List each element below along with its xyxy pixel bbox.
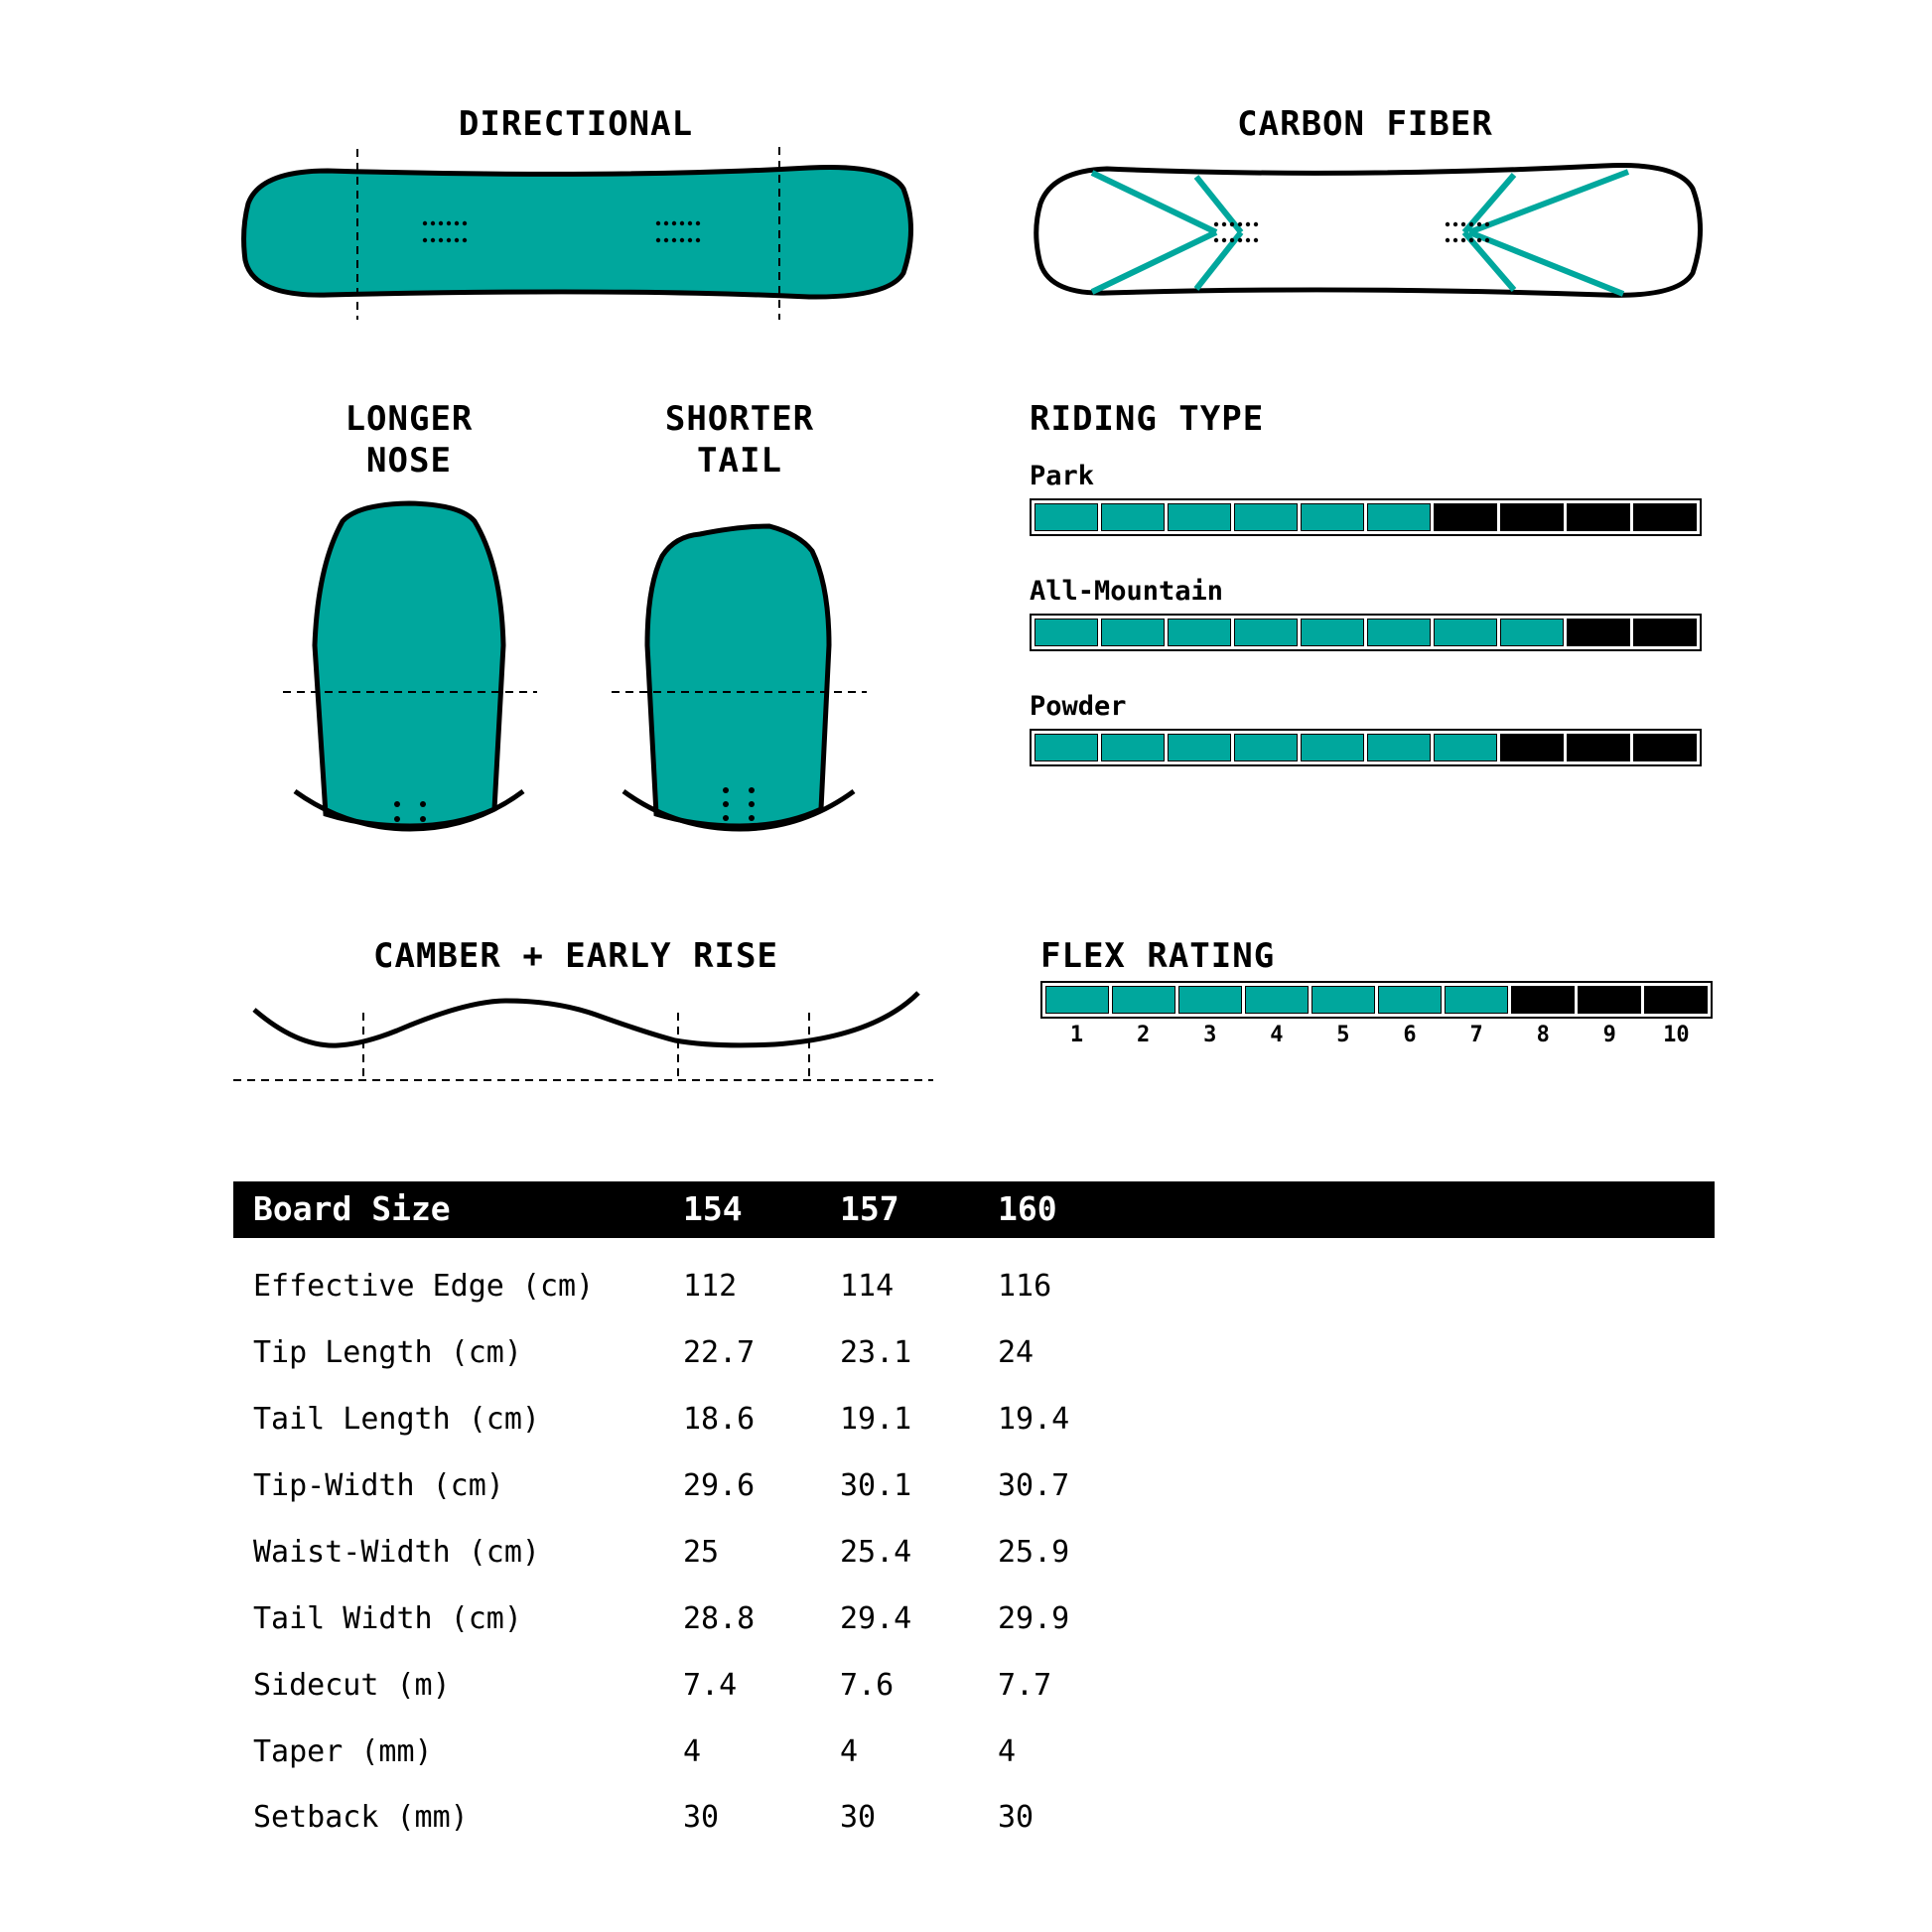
row-value: 30 xyxy=(840,1800,877,1835)
row-value: 4 xyxy=(683,1734,702,1769)
rating-segment-filled xyxy=(1101,734,1165,761)
row-value: 7.7 xyxy=(998,1668,1052,1703)
header-size-160: 160 xyxy=(998,1189,1057,1228)
rating-segment-empty xyxy=(1434,503,1497,531)
riding-type-title: RIDING TYPE xyxy=(1030,399,1265,439)
row-label: Tail Length (cm) xyxy=(253,1402,540,1437)
camber-profile-icon xyxy=(233,993,933,1080)
rating-segment-filled xyxy=(1378,986,1442,1014)
row-value: 4 xyxy=(998,1734,1017,1769)
longer-nose-icon xyxy=(283,503,537,829)
shorter-tail-line-2: TAIL xyxy=(697,441,782,481)
header-board-size: Board Size xyxy=(253,1189,451,1228)
longer-nose-title xyxy=(310,398,508,482)
rating-segment-filled xyxy=(1101,619,1165,646)
shorter-tail-line-1: SHORTER xyxy=(664,399,815,439)
rating-segment-empty xyxy=(1633,503,1697,531)
row-label: Sidecut (m) xyxy=(253,1668,451,1703)
shorter-tail-title xyxy=(640,398,839,482)
longer-nose-line-1: LONGER xyxy=(345,399,474,439)
table-row xyxy=(253,1601,1544,1651)
table-row xyxy=(253,1335,1544,1385)
row-value: 29.9 xyxy=(998,1601,1070,1636)
table-row xyxy=(253,1800,1544,1850)
flex-tick: 2 xyxy=(1137,1023,1151,1047)
directional-title: DIRECTIONAL xyxy=(458,104,694,144)
flex-tick: 7 xyxy=(1469,1023,1483,1047)
row-value: 22.7 xyxy=(683,1335,756,1370)
all-mountain-rating-bar xyxy=(1030,614,1702,651)
table-row xyxy=(253,1668,1544,1718)
directional-board-icon xyxy=(244,147,911,320)
row-label: Effective Edge (cm) xyxy=(253,1269,595,1304)
rating-segment-empty xyxy=(1567,734,1630,761)
table-row xyxy=(253,1402,1544,1451)
rating-segment-filled xyxy=(1367,619,1431,646)
rating-segment-filled xyxy=(1045,986,1109,1014)
rating-segment-filled xyxy=(1035,503,1098,531)
row-value: 29.6 xyxy=(683,1468,756,1503)
row-label: Tail Width (cm) xyxy=(253,1601,522,1636)
flex-tick: 3 xyxy=(1203,1023,1217,1047)
row-value: 29.4 xyxy=(840,1601,912,1636)
flex-tick: 5 xyxy=(1336,1023,1350,1047)
rating-segment-filled xyxy=(1234,619,1298,646)
row-value: 7.6 xyxy=(840,1668,895,1703)
shorter-tail-icon xyxy=(612,526,867,829)
row-value: 30 xyxy=(998,1800,1035,1835)
longer-nose-line-2: NOSE xyxy=(366,441,452,481)
table-row xyxy=(253,1535,1544,1585)
rating-segment-filled xyxy=(1500,619,1564,646)
flex-rating-title: FLEX RATING xyxy=(1040,936,1276,976)
rating-segment-filled xyxy=(1035,619,1098,646)
row-value: 18.6 xyxy=(683,1402,756,1437)
row-value: 25.9 xyxy=(998,1535,1070,1570)
table-row xyxy=(253,1468,1544,1518)
row-value: 25 xyxy=(683,1535,720,1570)
rating-segment-empty xyxy=(1511,986,1575,1014)
rating-segment-empty xyxy=(1578,986,1641,1014)
flex-tick: 10 xyxy=(1663,1023,1690,1047)
rating-segment-filled xyxy=(1234,734,1298,761)
row-label: Setback (mm) xyxy=(253,1800,469,1835)
rating-segment-empty xyxy=(1500,734,1564,761)
row-value: 23.1 xyxy=(840,1335,912,1370)
rating-segment-empty xyxy=(1567,619,1630,646)
park-rating-bar xyxy=(1030,498,1702,536)
rating-segment-filled xyxy=(1311,986,1375,1014)
row-label: Tip-Width (cm) xyxy=(253,1468,504,1503)
riding-type-label: All-Mountain xyxy=(1030,576,1224,607)
row-value: 28.8 xyxy=(683,1601,756,1636)
rating-segment-empty xyxy=(1633,734,1697,761)
flex-tick: 9 xyxy=(1602,1023,1616,1047)
row-value: 4 xyxy=(840,1734,859,1769)
row-value: 30.7 xyxy=(998,1468,1070,1503)
rating-segment-filled xyxy=(1434,734,1497,761)
rating-segment-filled xyxy=(1112,986,1175,1014)
rating-segment-filled xyxy=(1168,734,1231,761)
row-value: 25.4 xyxy=(840,1535,912,1570)
flex-rating-bar xyxy=(1040,981,1713,1019)
riding-type-label: Powder xyxy=(1030,691,1127,722)
row-value: 19.4 xyxy=(998,1402,1070,1437)
powder-rating-bar xyxy=(1030,729,1702,766)
rating-segment-filled xyxy=(1301,734,1364,761)
rating-segment-filled xyxy=(1367,734,1431,761)
rating-segment-empty xyxy=(1644,986,1708,1014)
row-label: Tip Length (cm) xyxy=(253,1335,522,1370)
rating-segment-filled xyxy=(1168,619,1231,646)
table-header xyxy=(233,1181,1715,1238)
rating-segment-filled xyxy=(1367,503,1431,531)
rating-segment-filled xyxy=(1101,503,1165,531)
rating-segment-empty xyxy=(1633,619,1697,646)
row-value: 19.1 xyxy=(840,1402,912,1437)
rating-segment-filled xyxy=(1301,619,1364,646)
row-value: 7.4 xyxy=(683,1668,738,1703)
row-value: 116 xyxy=(998,1269,1052,1304)
rating-segment-filled xyxy=(1445,986,1508,1014)
flex-tick: 8 xyxy=(1536,1023,1550,1047)
rating-segment-empty xyxy=(1500,503,1564,531)
row-value: 30.1 xyxy=(840,1468,912,1503)
rating-segment-empty xyxy=(1567,503,1630,531)
header-size-157: 157 xyxy=(840,1189,899,1228)
flex-tick: 6 xyxy=(1403,1023,1417,1047)
carbon-fiber-title: CARBON FIBER xyxy=(1237,104,1493,144)
flex-ticks xyxy=(1040,1023,1713,1047)
row-label: Taper (mm) xyxy=(253,1734,433,1769)
rating-segment-filled xyxy=(1234,503,1298,531)
table-row xyxy=(253,1269,1544,1318)
rating-segment-filled xyxy=(1245,986,1309,1014)
carbon-fiber-board-icon xyxy=(1036,165,1701,295)
flex-tick: 1 xyxy=(1069,1023,1084,1047)
flex-tick: 4 xyxy=(1270,1023,1284,1047)
rating-segment-filled xyxy=(1301,503,1364,531)
riding-type-label: Park xyxy=(1030,461,1095,491)
row-value: 30 xyxy=(683,1800,720,1835)
row-value: 24 xyxy=(998,1335,1035,1370)
row-value: 112 xyxy=(683,1269,738,1304)
camber-title: CAMBER + EARLY RISE xyxy=(373,936,778,976)
rating-segment-filled xyxy=(1168,503,1231,531)
row-label: Waist-Width (cm) xyxy=(253,1535,540,1570)
row-value: 114 xyxy=(840,1269,895,1304)
rating-segment-filled xyxy=(1434,619,1497,646)
rating-segment-filled xyxy=(1035,734,1098,761)
rating-segment-filled xyxy=(1178,986,1242,1014)
header-size-154: 154 xyxy=(683,1189,743,1228)
table-row xyxy=(253,1734,1544,1784)
